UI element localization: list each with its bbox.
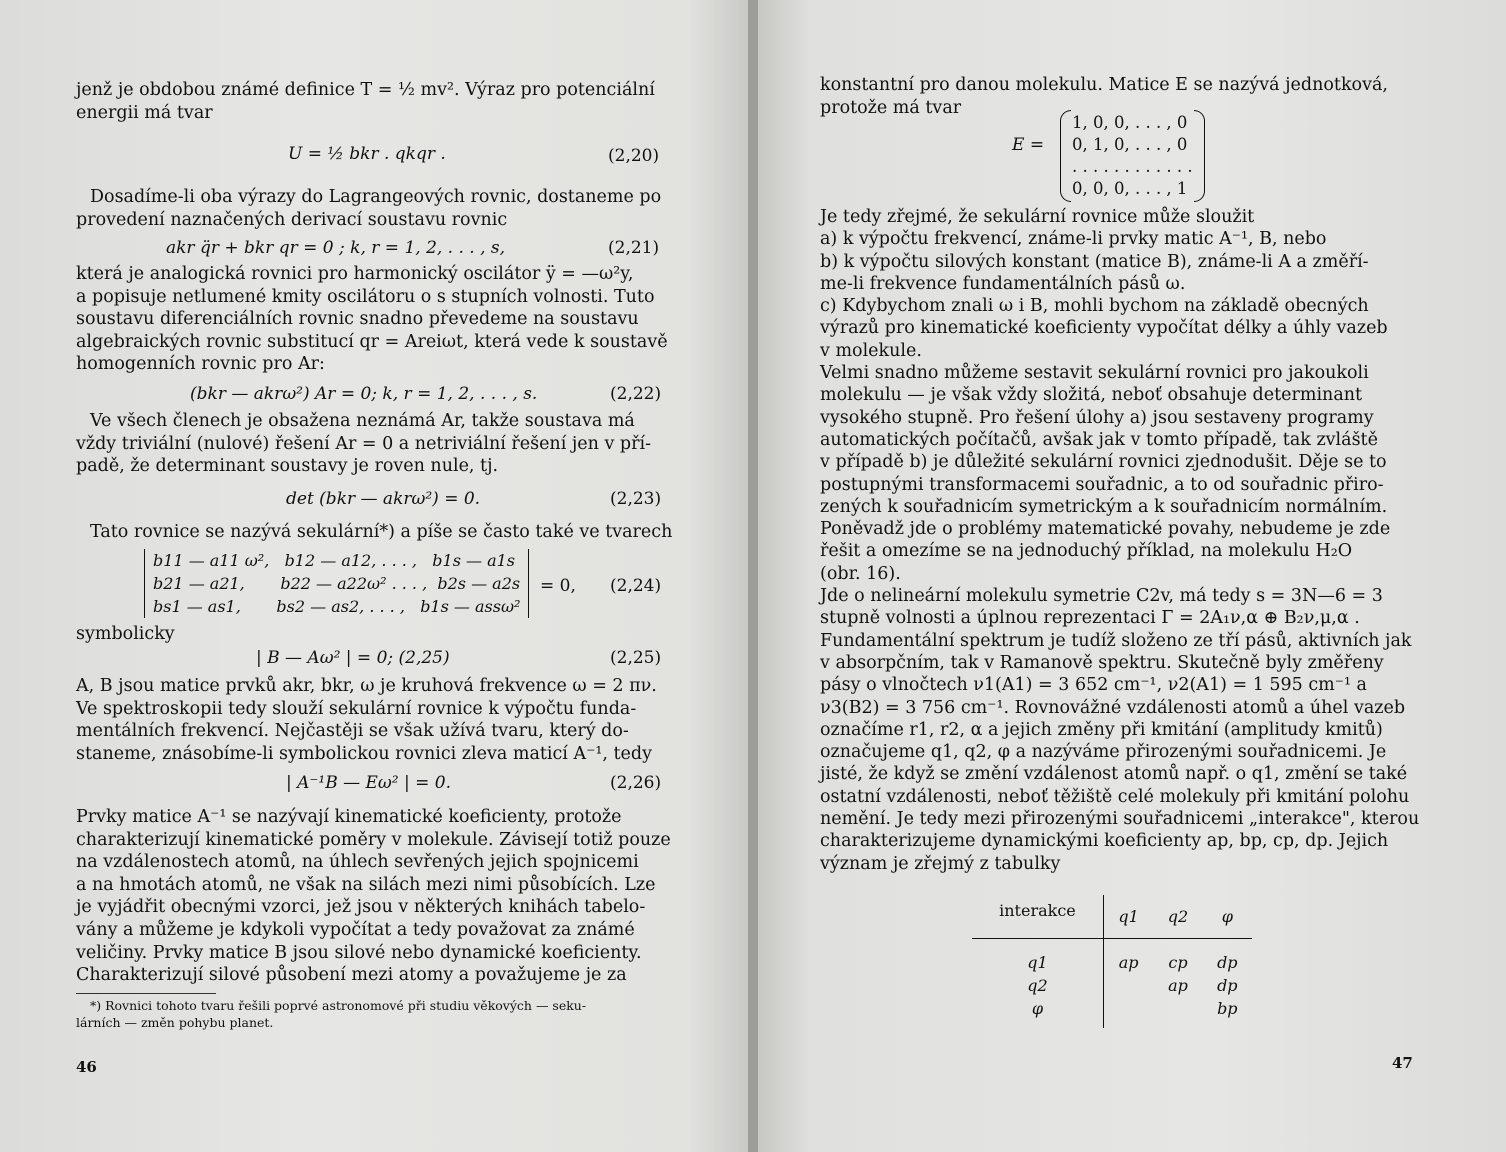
text-line: na vzdálenostech atomů, na úhlech sevřených jejich spojnicemi [76,852,639,873]
text-line: b) k výpočtu silových konstant (matice B), známe-li A a změří- [820,251,1369,272]
text-line: řešit a omezíme se na jednoduchý příklad, na molekulu H₂O [820,541,1353,562]
text-line: jisté, že když se změní vzdálenost atomů např. o q1, změní se také [820,764,1408,785]
text-line: Charakterizují silové působení mezi atomy a považujeme je za [76,965,627,986]
text-line: výrazů pro kinematické koeficienty vypočítat délky a úhly vazeb [820,318,1388,339]
text-line: význam je zřejmý z tabulky [820,853,1061,874]
equation-number: (2,24) [610,576,662,596]
equation-2-26: | A⁻¹B — Eω² | = 0. [286,773,451,793]
text-line: algebraických rovnic substitucí qr = Areiωt, která vede k soustavě [76,331,668,352]
equation-number: (2,22) [610,384,662,404]
text-line: v absorpčním, tak v Ramanově spektru. Skutečně byly změřeny [820,652,1384,673]
text-line: charakterizujeme dynamickými koeficienty ap, bp, cp, dp. Jejich [820,831,1389,852]
text-line: vždy triviální (nulové) řešení Ar = 0 a netriviální řešení jen v pří- [76,433,652,454]
book-gutter [748,0,758,1152]
text-line: energii má tvar [76,102,213,123]
text-line: Jde o nelineární molekulu symetrie C2v, má tedy s = 3N—6 = 3 [820,586,1383,607]
table-header-cell: q1 [1118,907,1139,926]
text-line: automatických počítačů, avšak jak v tomto případě, tak zvláště [820,429,1378,450]
page-number-left: 46 [76,1058,97,1076]
text-line: A, B jsou matice prvků akr, bkr, ω je kruhová frekvence ω = 2 πν. [76,676,657,696]
text-line: konstantní pro danou molekulu. Matice E se nazývá jednotková, [820,75,1388,95]
text-line: nemění. Je tedy mezi přirozenými souřadnicemi „interakce", kterou [820,809,1420,830]
text-line: vysokého stupně. Pro řešení úlohy a) jsou sestaveny programy [820,407,1374,428]
table-cell [1153,997,1202,1028]
text-line: pásy o vlnočtech ν1(A1) = 3 652 cm⁻¹, ν2(A1) = 1 595 cm⁻¹ a [820,675,1367,696]
text-line: staneme, znásobíme-li symbolickou rovnici zleva maticí A⁻¹, tedy [76,743,652,764]
text-symbolicky: symbolicky [76,624,175,644]
equation-2-20: U = ½ bkr . qkqr . [288,144,446,164]
left-paragraph-intro [76,79,655,124]
text-line: v případě b) je důležité sekulární rovnici zjednodušit. Děje se to [820,452,1387,473]
text-line: protože má tvar [820,97,962,118]
table-cell: ap [1168,976,1188,995]
text-line: a popisuje netlumené kmity oscilátoru o s stupních volnosti. Tuto [76,286,655,307]
left-paragraph-lagrange [76,186,662,231]
footnote-line: lárních — změn pohybu planet. [76,1015,274,1030]
text-line: (obr. 16). [820,563,901,584]
table-cell: φ [972,997,1103,1028]
equation-number: (2,25) [610,648,662,668]
text-line: soustavu diferenciálních rovnic snadno převedeme na soustavu [76,309,639,330]
matrix-row: 0, 1, 0, . . . , 0 [1072,135,1188,154]
identity-matrix [1062,112,1203,200]
text-line: Dosadíme-li oba výrazy do Lagrangeových rovnic, dostaneme po [90,187,662,207]
table-header-row [972,895,1252,939]
matrix-row: . . . . . . . . . . . . [1072,157,1193,176]
footnote-rule [76,993,216,994]
text-line: postupnými transformacemi souřadnic, a to od souřadnic přiro- [820,474,1384,495]
det-row: b11 — a11 ω², b12 — a12, . . . , b1s — a1s [153,551,515,570]
footnote [76,997,587,1031]
equation-2-25: | B — Aω² | = 0; (2,25) [256,648,450,668]
text-line: ν3(B2) = 3 756 cm⁻¹. Rovnovážné vzdálenosti atomů a úhel vazeb [820,697,1406,718]
equation-2-23: det (bkr — akrω²) = 0. [286,489,481,509]
table-cell: q1 [972,939,1103,975]
table-cell: bp [1217,999,1238,1018]
equation-number: (2,26) [610,773,662,793]
table-cell: dp [1217,953,1238,972]
det-row: bs1 — as1, bs2 — as2, . . . , b1s — assω² [153,597,521,616]
text-line: je vyjádřit obecnými vzorci, jež jsou v některých knihách tabelo- [76,897,646,918]
table-cell: ap [1118,953,1139,972]
text-line: Je tedy zřejmé, že sekulární rovnice může sloužit [820,207,1255,227]
text-line: Fundamentální spektrum je tudíž složeno ze tří pásů, aktivních jak [820,630,1412,651]
left-paragraph-kinematic [76,806,671,987]
text-line: mentálních frekvencí. Nejčastěji se však užívá tvaru, který do- [76,721,629,742]
text-line: vány a můžeme je kdykoli vypočítat a tedy považovat za známé [76,919,635,940]
text-line: c) Kdybychom znali ω i B, mohli bychom na základě obecných [820,296,1369,317]
matrix-row: 1, 0, 0, . . . , 0 [1072,113,1188,132]
text-line: Ve spektroskopii tedy slouží sekulární rovnice k výpočtu funda- [76,698,637,719]
text-line: Prvky matice A⁻¹ se nazývají kinematické koeficienty, protože [76,807,622,827]
table-cell: q2 [972,974,1103,997]
matrix-row: 0, 0, 0, . . . , 1 [1072,179,1188,198]
left-paragraph-oscillator [76,263,668,376]
equation-number: (2,21) [608,238,660,258]
text-line: označíme r1, r2, α a jejich změny při kmitání (amplitudy kmitů) [820,719,1383,740]
table-cell [1103,974,1153,997]
text-line: a na hmotách atomů, ne však na silách mezi nimi působících. Lze [76,874,656,895]
left-paragraph-matrices [76,675,657,765]
table-cell: dp [1217,976,1238,995]
text-line: zených k souřadnicím symetrickým a k souřadnicím normálním. [820,496,1388,517]
equation-number: (2,20) [608,146,660,166]
text-line: ostatní vzdálenosti, neboť těžiště celé molekuly při kmitání polohu [820,786,1410,807]
table-row [972,974,1252,997]
text-line: charakterizují kinematické poměry v molekule. Závisejí totiž pouze [76,829,671,850]
text-line: Ve všech členech je obsažena neznámá Ar, takže soustava má [90,411,635,431]
text-line: označujeme q1, q2, φ a nazýváme přirozenými souřadnicemi. Je [820,742,1387,763]
det-row: b21 — a21, b22 — a22ω² . . . , b2s — a2s [153,574,521,593]
text-line: Poněvadž jde o problémy matematické povahy, nebudeme je zde [820,519,1391,540]
text-line: molekulu — je však vždy složitá, neboť obsahuje determinant [820,385,1363,406]
page-number-right: 47 [1392,1054,1413,1072]
text-line-secular: Tato rovnice se nazývá sekulární*) a píše se často také ve tvarech [90,522,673,542]
determinant-2-24 [144,549,529,618]
text-line: provedení naznačených derivací soustavu rovnic [76,209,508,230]
equation-2-22: (bkr — akrω²) Ar = 0; k, r = 1, 2, . . . , s. [190,384,538,404]
left-paragraph-trivial [76,410,651,478]
equation-2-21: akr q̈r + bkr qr = 0 ; k, r = 1, 2, . . . , s, [166,238,506,258]
text-line: a) k výpočtu frekvencí, známe-li prvky matic A⁻¹, B, nebo [820,229,1327,250]
text-line: která je analogická rovnici pro harmonický oscilátor ÿ = —ω²y, [76,264,634,284]
table-row [972,997,1252,1028]
right-paragraph-main [820,206,1419,875]
equation-rhs: = 0, [540,576,576,596]
footnote-line: *) Rovnici tohoto tvaru řešili poprvé astronomové při studiu věkových — seku- [90,998,587,1013]
text-line: padě, že determinant soustavy je roven nule, tj. [76,456,499,477]
table-cell [1103,997,1153,1028]
table-header-cell: q2 [1167,907,1189,926]
text-line: jenž je obdobou známé definice T = ½ mv². Výraz pro potenciální [76,80,655,100]
text-line: me-li frekvence fundamentálních pásů ω. [820,273,1186,294]
equation-number: (2,23) [610,489,662,509]
text-line: homogenních rovnic pro Ar: [76,354,325,375]
text-line: v molekule. [820,340,922,361]
table-row [972,939,1252,975]
table-header-cell: φ [1221,907,1233,926]
text-line: veličiny. Prvky matice B jsou silové nebo dynamické koeficienty. [76,942,642,963]
text-line: Velmi snadno můžeme sestavit sekulární rovnici pro jakoukoli [820,363,1369,384]
table-cell: cp [1168,953,1188,972]
table-header-cell: interakce [972,895,1103,939]
interaction-table [972,895,1252,1028]
matrix-label: E = [1012,135,1045,155]
text-line: stupně volnosti a úplnou reprezentaci Γ = 2A₁ν,α ⊕ B₂ν,μ,α . [820,608,1360,629]
